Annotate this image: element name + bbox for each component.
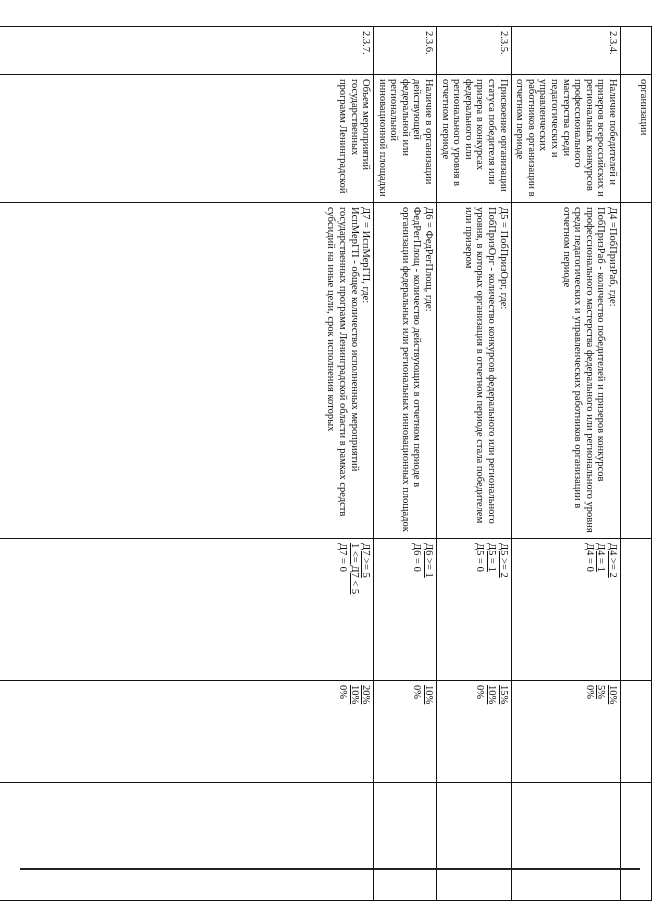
formula-explanation: ПобПризРаб - количество победителей и призеров конкурсов профессионального мастерства федерального или регионального уровня среди педагогических и управленческих работников организации в отчетном периоде: [560, 207, 607, 533]
empty-cell: [374, 783, 437, 901]
table-row: [511, 27, 620, 901]
empty-cell: [621, 783, 652, 901]
score-value: 0%: [411, 685, 423, 699]
rotated-table-wrapper: [52, 26, 652, 900]
row-number: 2.3.5.: [437, 27, 512, 75]
condition-value: Д4 = 0: [583, 543, 595, 572]
condition-value: Д6 = 0: [411, 543, 423, 572]
formula-cell: [511, 203, 620, 539]
row-number: [621, 27, 652, 75]
condition-cell: [437, 539, 512, 681]
indicator-name: Объем мероприятий государственных программ Ленинградской: [0, 75, 374, 203]
score-value: 0%: [474, 685, 486, 699]
formula-cell: [374, 203, 437, 539]
condition-value: 1 <= Д7 < 5: [348, 543, 360, 595]
formula-explanation: ФедРегПлощ - количество действующих в отчетном периоде в организации федеральных или региональных инновационных площадок: [399, 207, 423, 532]
table-row: [374, 27, 437, 901]
score-value: 5%: [595, 685, 607, 699]
condition-cell: [621, 539, 652, 681]
condition-value: Д7 = 0: [336, 543, 348, 572]
indicator-name: Наличие в организации действующей федеральной или региональной инновационной площадки: [374, 75, 437, 203]
condition-value: Д5 = 1: [486, 543, 498, 572]
page-divider: [20, 868, 640, 870]
score-value: 0%: [336, 685, 348, 699]
indicator-name: организации: [621, 75, 652, 203]
score-value: 10%: [348, 685, 360, 705]
row-number: 2.3.6.: [374, 27, 437, 75]
score-value: 15%: [497, 685, 509, 705]
table-row: [621, 27, 652, 901]
formula-cell: [437, 203, 512, 539]
condition-value: Д7 >= 5: [360, 543, 372, 578]
score-value: 20%: [360, 685, 372, 705]
score-value: 10%: [423, 685, 435, 705]
condition-value: Д4 >= 2: [607, 543, 618, 578]
condition-value: Д4 = 1: [595, 543, 607, 572]
criteria-table: [0, 26, 652, 901]
empty-cell: [0, 783, 374, 901]
table-row: [437, 27, 512, 901]
score-cell: [621, 681, 652, 783]
formula-definition: Д7 = ИспМерГП, где:: [360, 207, 372, 304]
condition-value: Д6 >= 1: [423, 543, 435, 578]
score-cell: [0, 681, 374, 783]
row-number: 2.3.7.: [0, 27, 374, 75]
indicator-name: Присвоение организации статуса победителя или призера в конкурсах федерального или регионального уровня в отчетном периоде: [437, 75, 512, 203]
score-value: 0%: [583, 685, 595, 699]
formula-definition: Д5 = ПобПризОрг, где:: [497, 207, 509, 310]
formula-explanation: ПобПризОрг - количество конкурсов федерального или регионального уровня, в которых организация в отчетном периоде стала победителем или призером: [462, 207, 498, 524]
row-number: 2.3.4.: [511, 27, 620, 75]
formula-cell: [0, 203, 374, 539]
score-cell: [511, 681, 620, 783]
formula-cell: [621, 203, 652, 539]
score-cell: [437, 681, 512, 783]
formula-definition: Д6 = ФедРегПлощ, где:: [423, 207, 435, 312]
table-row: [0, 27, 374, 901]
score-value: 10%: [607, 685, 618, 705]
condition-cell: [374, 539, 437, 681]
indicator-name: Наличие победителей и призеров всероссийских и региональных конкурсов профессионального мастерства среди педагогических и управленческих работников организации в отчетном периоде: [511, 75, 620, 203]
condition-value: Д5 = 0: [474, 543, 486, 572]
formula-definition: Д4 =ПобПризРаб, где:: [607, 207, 618, 307]
condition-value: Д5 >= 2: [497, 543, 509, 578]
formula-explanation: ИспМерГП - общее количество исполненных мероприятий государственных программ Ленинградской области в рамках средств субсидий на иные цели, срок исполнения которых: [325, 207, 360, 517]
score-value: 10%: [486, 685, 498, 705]
score-cell: [374, 681, 437, 783]
empty-cell: [437, 783, 512, 901]
condition-cell: [511, 539, 620, 681]
empty-cell: [511, 783, 620, 901]
condition-cell: [0, 539, 374, 681]
